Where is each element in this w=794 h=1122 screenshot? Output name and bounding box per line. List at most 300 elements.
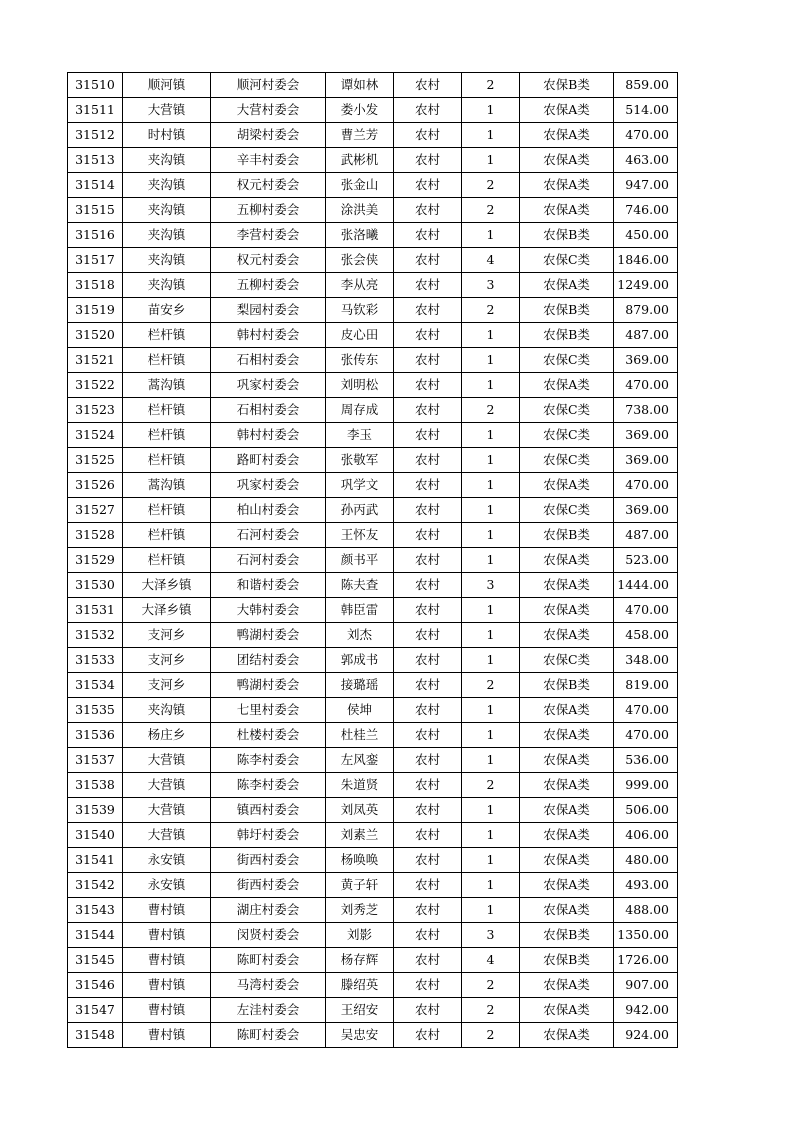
cell-insurance-category: 农保C类 <box>520 398 614 423</box>
table-row <box>68 73 678 98</box>
cell-insurance-category: 农保A类 <box>520 473 614 498</box>
cell-town: 永安镇 <box>123 873 211 898</box>
cell-village-committee: 巩家村委会 <box>211 473 326 498</box>
cell-record-id: 31528 <box>68 523 123 548</box>
table-row <box>68 373 678 398</box>
table-row <box>68 948 678 973</box>
cell-town: 曹村镇 <box>123 998 211 1023</box>
cell-area-type: 农村 <box>394 948 462 973</box>
table-row <box>68 723 678 748</box>
cell-amount: 406.00 <box>614 823 678 848</box>
cell-town: 大营镇 <box>123 748 211 773</box>
cell-person-name: 杨存辉 <box>326 948 394 973</box>
cell-insurance-category: 农保C类 <box>520 248 614 273</box>
cell-village-committee: 和谐村委会 <box>211 573 326 598</box>
table-row <box>68 223 678 248</box>
cell-person-name: 刘素兰 <box>326 823 394 848</box>
cell-village-committee: 街西村委会 <box>211 848 326 873</box>
table-row <box>68 673 678 698</box>
cell-village-committee: 胡梁村委会 <box>211 123 326 148</box>
cell-household-count: 2 <box>462 673 520 698</box>
cell-insurance-category: 农保A类 <box>520 548 614 573</box>
table-row <box>68 923 678 948</box>
cell-insurance-category: 农保A类 <box>520 998 614 1023</box>
table-row <box>68 648 678 673</box>
cell-amount: 480.00 <box>614 848 678 873</box>
table-row <box>68 398 678 423</box>
cell-village-committee: 石相村委会 <box>211 348 326 373</box>
cell-insurance-category: 农保A类 <box>520 773 614 798</box>
cell-household-count: 2 <box>462 198 520 223</box>
cell-person-name: 朱道贤 <box>326 773 394 798</box>
cell-household-count: 3 <box>462 273 520 298</box>
cell-insurance-category: 农保A类 <box>520 573 614 598</box>
cell-record-id: 31541 <box>68 848 123 873</box>
cell-area-type: 农村 <box>394 373 462 398</box>
table-row <box>68 798 678 823</box>
cell-town: 大泽乡镇 <box>123 598 211 623</box>
cell-amount: 1726.00 <box>614 948 678 973</box>
cell-town: 曹村镇 <box>123 973 211 998</box>
cell-person-name: 李从亮 <box>326 273 394 298</box>
cell-person-name: 武彬机 <box>326 148 394 173</box>
cell-insurance-category: 农保C类 <box>520 648 614 673</box>
cell-person-name: 张会侠 <box>326 248 394 273</box>
cell-village-committee: 路町村委会 <box>211 448 326 473</box>
table-row <box>68 323 678 348</box>
cell-area-type: 农村 <box>394 748 462 773</box>
cell-village-committee: 巩家村委会 <box>211 373 326 398</box>
cell-town: 曹村镇 <box>123 923 211 948</box>
cell-amount: 458.00 <box>614 623 678 648</box>
cell-record-id: 31534 <box>68 673 123 698</box>
cell-record-id: 31513 <box>68 148 123 173</box>
cell-village-committee: 辛丰村委会 <box>211 148 326 173</box>
cell-town: 支河乡 <box>123 623 211 648</box>
cell-area-type: 农村 <box>394 623 462 648</box>
cell-record-id: 31519 <box>68 298 123 323</box>
cell-person-name: 曹兰芳 <box>326 123 394 148</box>
cell-village-committee: 陈李村委会 <box>211 748 326 773</box>
cell-town: 栏杆镇 <box>123 348 211 373</box>
cell-insurance-category: 农保A类 <box>520 973 614 998</box>
cell-person-name: 郭成书 <box>326 648 394 673</box>
cell-area-type: 农村 <box>394 598 462 623</box>
table-row <box>68 698 678 723</box>
cell-village-committee: 陈町村委会 <box>211 948 326 973</box>
cell-area-type: 农村 <box>394 348 462 373</box>
cell-record-id: 31547 <box>68 998 123 1023</box>
cell-record-id: 31516 <box>68 223 123 248</box>
cell-village-committee: 大营村委会 <box>211 98 326 123</box>
cell-household-count: 4 <box>462 248 520 273</box>
cell-record-id: 31540 <box>68 823 123 848</box>
cell-area-type: 农村 <box>394 848 462 873</box>
table-row <box>68 148 678 173</box>
cell-insurance-category: 农保A类 <box>520 723 614 748</box>
records-table <box>67 72 678 1048</box>
cell-insurance-category: 农保B类 <box>520 923 614 948</box>
table-row <box>68 423 678 448</box>
cell-household-count: 1 <box>462 748 520 773</box>
cell-household-count: 1 <box>462 223 520 248</box>
cell-household-count: 1 <box>462 648 520 673</box>
cell-person-name: 娄小发 <box>326 98 394 123</box>
cell-town: 时村镇 <box>123 123 211 148</box>
table-row <box>68 248 678 273</box>
cell-area-type: 农村 <box>394 573 462 598</box>
cell-amount: 369.00 <box>614 498 678 523</box>
cell-amount: 463.00 <box>614 148 678 173</box>
cell-record-id: 31510 <box>68 73 123 98</box>
cell-amount: 1350.00 <box>614 923 678 948</box>
cell-household-count: 1 <box>462 723 520 748</box>
cell-record-id: 31537 <box>68 748 123 773</box>
cell-insurance-category: 农保B类 <box>520 948 614 973</box>
cell-household-count: 4 <box>462 948 520 973</box>
cell-household-count: 2 <box>462 298 520 323</box>
table-row <box>68 873 678 898</box>
cell-amount: 470.00 <box>614 598 678 623</box>
cell-insurance-category: 农保A类 <box>520 98 614 123</box>
cell-insurance-category: 农保A类 <box>520 748 614 773</box>
cell-village-committee: 鸭湖村委会 <box>211 623 326 648</box>
cell-person-name: 左风銮 <box>326 748 394 773</box>
cell-town: 栏杆镇 <box>123 523 211 548</box>
table-row <box>68 573 678 598</box>
cell-village-committee: 李营村委会 <box>211 223 326 248</box>
cell-household-count: 1 <box>462 323 520 348</box>
cell-person-name: 张传东 <box>326 348 394 373</box>
cell-record-id: 31518 <box>68 273 123 298</box>
cell-household-count: 1 <box>462 348 520 373</box>
cell-area-type: 农村 <box>394 223 462 248</box>
cell-town: 夹沟镇 <box>123 173 211 198</box>
cell-amount: 470.00 <box>614 698 678 723</box>
cell-town: 曹村镇 <box>123 1023 211 1048</box>
cell-amount: 738.00 <box>614 398 678 423</box>
cell-town: 夹沟镇 <box>123 248 211 273</box>
cell-village-committee: 鸭湖村委会 <box>211 673 326 698</box>
cell-person-name: 王绍安 <box>326 998 394 1023</box>
cell-amount: 506.00 <box>614 798 678 823</box>
table-row <box>68 123 678 148</box>
cell-insurance-category: 农保A类 <box>520 273 614 298</box>
cell-person-name: 张洛曦 <box>326 223 394 248</box>
cell-village-committee: 石河村委会 <box>211 523 326 548</box>
cell-town: 栏杆镇 <box>123 498 211 523</box>
cell-household-count: 1 <box>462 523 520 548</box>
cell-person-name: 韩臣雷 <box>326 598 394 623</box>
cell-area-type: 农村 <box>394 798 462 823</box>
cell-amount: 369.00 <box>614 448 678 473</box>
cell-area-type: 农村 <box>394 648 462 673</box>
cell-person-name: 刘杰 <box>326 623 394 648</box>
table-row <box>68 623 678 648</box>
cell-insurance-category: 农保A类 <box>520 798 614 823</box>
cell-town: 栏杆镇 <box>123 423 211 448</box>
cell-household-count: 3 <box>462 573 520 598</box>
cell-town: 夹沟镇 <box>123 223 211 248</box>
cell-household-count: 2 <box>462 73 520 98</box>
cell-area-type: 农村 <box>394 298 462 323</box>
cell-insurance-category: 农保A类 <box>520 698 614 723</box>
cell-household-count: 1 <box>462 798 520 823</box>
table-row <box>68 898 678 923</box>
table-row <box>68 198 678 223</box>
cell-person-name: 刘秀芝 <box>326 898 394 923</box>
cell-area-type: 农村 <box>394 448 462 473</box>
cell-amount: 879.00 <box>614 298 678 323</box>
cell-record-id: 31512 <box>68 123 123 148</box>
cell-insurance-category: 农保A类 <box>520 823 614 848</box>
cell-town: 支河乡 <box>123 673 211 698</box>
cell-village-committee: 七里村委会 <box>211 698 326 723</box>
cell-amount: 924.00 <box>614 1023 678 1048</box>
cell-person-name: 黄子轩 <box>326 873 394 898</box>
cell-town: 蒿沟镇 <box>123 473 211 498</box>
cell-village-committee: 杜楼村委会 <box>211 723 326 748</box>
cell-area-type: 农村 <box>394 873 462 898</box>
cell-household-count: 1 <box>462 898 520 923</box>
cell-insurance-category: 农保A类 <box>520 148 614 173</box>
cell-record-id: 31546 <box>68 973 123 998</box>
cell-person-name: 滕绍英 <box>326 973 394 998</box>
cell-amount: 369.00 <box>614 348 678 373</box>
cell-record-id: 31532 <box>68 623 123 648</box>
cell-village-committee: 左洼村委会 <box>211 998 326 1023</box>
cell-record-id: 31523 <box>68 398 123 423</box>
cell-area-type: 农村 <box>394 123 462 148</box>
cell-household-count: 1 <box>462 473 520 498</box>
cell-area-type: 农村 <box>394 423 462 448</box>
cell-town: 夹沟镇 <box>123 148 211 173</box>
cell-amount: 470.00 <box>614 373 678 398</box>
cell-amount: 369.00 <box>614 423 678 448</box>
cell-record-id: 31536 <box>68 723 123 748</box>
cell-insurance-category: 农保B类 <box>520 223 614 248</box>
cell-record-id: 31525 <box>68 448 123 473</box>
cell-village-committee: 陈李村委会 <box>211 773 326 798</box>
cell-area-type: 农村 <box>394 998 462 1023</box>
cell-village-committee: 梨园村委会 <box>211 298 326 323</box>
cell-town: 支河乡 <box>123 648 211 673</box>
cell-amount: 348.00 <box>614 648 678 673</box>
cell-amount: 488.00 <box>614 898 678 923</box>
cell-amount: 450.00 <box>614 223 678 248</box>
cell-insurance-category: 农保A类 <box>520 598 614 623</box>
cell-amount: 942.00 <box>614 998 678 1023</box>
cell-town: 栏杆镇 <box>123 448 211 473</box>
cell-household-count: 1 <box>462 598 520 623</box>
cell-village-committee: 柏山村委会 <box>211 498 326 523</box>
cell-amount: 907.00 <box>614 973 678 998</box>
cell-insurance-category: 农保A类 <box>520 123 614 148</box>
cell-village-committee: 湖庄村委会 <box>211 898 326 923</box>
cell-amount: 819.00 <box>614 673 678 698</box>
cell-village-committee: 马湾村委会 <box>211 973 326 998</box>
table-row <box>68 298 678 323</box>
cell-area-type: 农村 <box>394 498 462 523</box>
cell-person-name: 谭如林 <box>326 73 394 98</box>
cell-household-count: 1 <box>462 423 520 448</box>
cell-insurance-category: 农保B类 <box>520 673 614 698</box>
cell-amount: 746.00 <box>614 198 678 223</box>
cell-town: 永安镇 <box>123 848 211 873</box>
cell-amount: 487.00 <box>614 523 678 548</box>
cell-area-type: 农村 <box>394 523 462 548</box>
table-row <box>68 848 678 873</box>
cell-village-committee: 闵贤村委会 <box>211 923 326 948</box>
cell-town: 夹沟镇 <box>123 698 211 723</box>
cell-record-id: 31529 <box>68 548 123 573</box>
cell-record-id: 31539 <box>68 798 123 823</box>
cell-town: 夹沟镇 <box>123 273 211 298</box>
cell-amount: 947.00 <box>614 173 678 198</box>
cell-amount: 470.00 <box>614 123 678 148</box>
cell-amount: 1444.00 <box>614 573 678 598</box>
cell-person-name: 刘凤英 <box>326 798 394 823</box>
cell-household-count: 2 <box>462 398 520 423</box>
cell-village-committee: 大韩村委会 <box>211 598 326 623</box>
cell-household-count: 1 <box>462 548 520 573</box>
cell-person-name: 杨唤唤 <box>326 848 394 873</box>
cell-person-name: 颜书平 <box>326 548 394 573</box>
cell-amount: 470.00 <box>614 723 678 748</box>
cell-town: 大泽乡镇 <box>123 573 211 598</box>
table-row <box>68 173 678 198</box>
cell-amount: 487.00 <box>614 323 678 348</box>
cell-household-count: 1 <box>462 823 520 848</box>
records-table-body <box>68 73 678 1048</box>
cell-person-name: 李玉 <box>326 423 394 448</box>
cell-person-name: 孙丙武 <box>326 498 394 523</box>
cell-insurance-category: 农保B类 <box>520 73 614 98</box>
table-row <box>68 98 678 123</box>
table-row <box>68 523 678 548</box>
cell-person-name: 侯坤 <box>326 698 394 723</box>
cell-village-committee: 团结村委会 <box>211 648 326 673</box>
cell-record-id: 31538 <box>68 773 123 798</box>
cell-household-count: 1 <box>462 373 520 398</box>
cell-amount: 493.00 <box>614 873 678 898</box>
cell-area-type: 农村 <box>394 198 462 223</box>
cell-village-committee: 街西村委会 <box>211 873 326 898</box>
cell-household-count: 1 <box>462 698 520 723</box>
cell-person-name: 吴忠安 <box>326 1023 394 1048</box>
table-row <box>68 773 678 798</box>
cell-amount: 523.00 <box>614 548 678 573</box>
cell-insurance-category: 农保C类 <box>520 448 614 473</box>
cell-insurance-category: 农保C类 <box>520 423 614 448</box>
cell-person-name: 陈夫查 <box>326 573 394 598</box>
cell-amount: 859.00 <box>614 73 678 98</box>
cell-insurance-category: 农保A类 <box>520 873 614 898</box>
cell-record-id: 31522 <box>68 373 123 398</box>
table-row <box>68 598 678 623</box>
cell-town: 曹村镇 <box>123 948 211 973</box>
cell-town: 大营镇 <box>123 98 211 123</box>
cell-insurance-category: 农保C类 <box>520 348 614 373</box>
cell-town: 苗安乡 <box>123 298 211 323</box>
cell-insurance-category: 农保B类 <box>520 298 614 323</box>
cell-area-type: 农村 <box>394 898 462 923</box>
cell-area-type: 农村 <box>394 248 462 273</box>
cell-household-count: 1 <box>462 873 520 898</box>
cell-town: 顺河镇 <box>123 73 211 98</box>
cell-village-committee: 韩圩村委会 <box>211 823 326 848</box>
cell-village-committee: 镇西村委会 <box>211 798 326 823</box>
table-row <box>68 823 678 848</box>
cell-person-name: 张金山 <box>326 173 394 198</box>
cell-person-name: 杜桂兰 <box>326 723 394 748</box>
cell-area-type: 农村 <box>394 673 462 698</box>
cell-area-type: 农村 <box>394 723 462 748</box>
cell-village-committee: 权元村委会 <box>211 248 326 273</box>
cell-village-committee: 五柳村委会 <box>211 273 326 298</box>
cell-area-type: 农村 <box>394 273 462 298</box>
cell-household-count: 1 <box>462 98 520 123</box>
cell-person-name: 涂洪美 <box>326 198 394 223</box>
cell-amount: 514.00 <box>614 98 678 123</box>
cell-area-type: 农村 <box>394 548 462 573</box>
cell-household-count: 1 <box>462 123 520 148</box>
cell-record-id: 31511 <box>68 98 123 123</box>
cell-record-id: 31521 <box>68 348 123 373</box>
cell-area-type: 农村 <box>394 73 462 98</box>
cell-person-name: 巩学文 <box>326 473 394 498</box>
cell-household-count: 1 <box>462 148 520 173</box>
cell-household-count: 2 <box>462 998 520 1023</box>
cell-village-committee: 权元村委会 <box>211 173 326 198</box>
cell-insurance-category: 农保A类 <box>520 898 614 923</box>
cell-record-id: 31520 <box>68 323 123 348</box>
cell-town: 杨庄乡 <box>123 723 211 748</box>
cell-town: 大营镇 <box>123 823 211 848</box>
cell-area-type: 农村 <box>394 823 462 848</box>
cell-household-count: 2 <box>462 773 520 798</box>
cell-record-id: 31531 <box>68 598 123 623</box>
cell-record-id: 31535 <box>68 698 123 723</box>
cell-amount: 536.00 <box>614 748 678 773</box>
cell-record-id: 31526 <box>68 473 123 498</box>
table-row <box>68 498 678 523</box>
cell-town: 蒿沟镇 <box>123 373 211 398</box>
cell-person-name: 张敬军 <box>326 448 394 473</box>
table-row <box>68 1023 678 1048</box>
cell-household-count: 3 <box>462 923 520 948</box>
cell-area-type: 农村 <box>394 773 462 798</box>
table-row <box>68 348 678 373</box>
cell-insurance-category: 农保C类 <box>520 498 614 523</box>
cell-village-committee: 石河村委会 <box>211 548 326 573</box>
cell-area-type: 农村 <box>394 323 462 348</box>
cell-town: 栏杆镇 <box>123 548 211 573</box>
cell-record-id: 31545 <box>68 948 123 973</box>
cell-household-count: 2 <box>462 173 520 198</box>
cell-area-type: 农村 <box>394 173 462 198</box>
cell-amount: 470.00 <box>614 473 678 498</box>
cell-person-name: 刘影 <box>326 923 394 948</box>
cell-town: 栏杆镇 <box>123 323 211 348</box>
cell-town: 栏杆镇 <box>123 398 211 423</box>
cell-record-id: 31514 <box>68 173 123 198</box>
table-row <box>68 973 678 998</box>
table-row <box>68 273 678 298</box>
cell-town: 曹村镇 <box>123 898 211 923</box>
cell-insurance-category: 农保A类 <box>520 373 614 398</box>
cell-record-id: 31527 <box>68 498 123 523</box>
